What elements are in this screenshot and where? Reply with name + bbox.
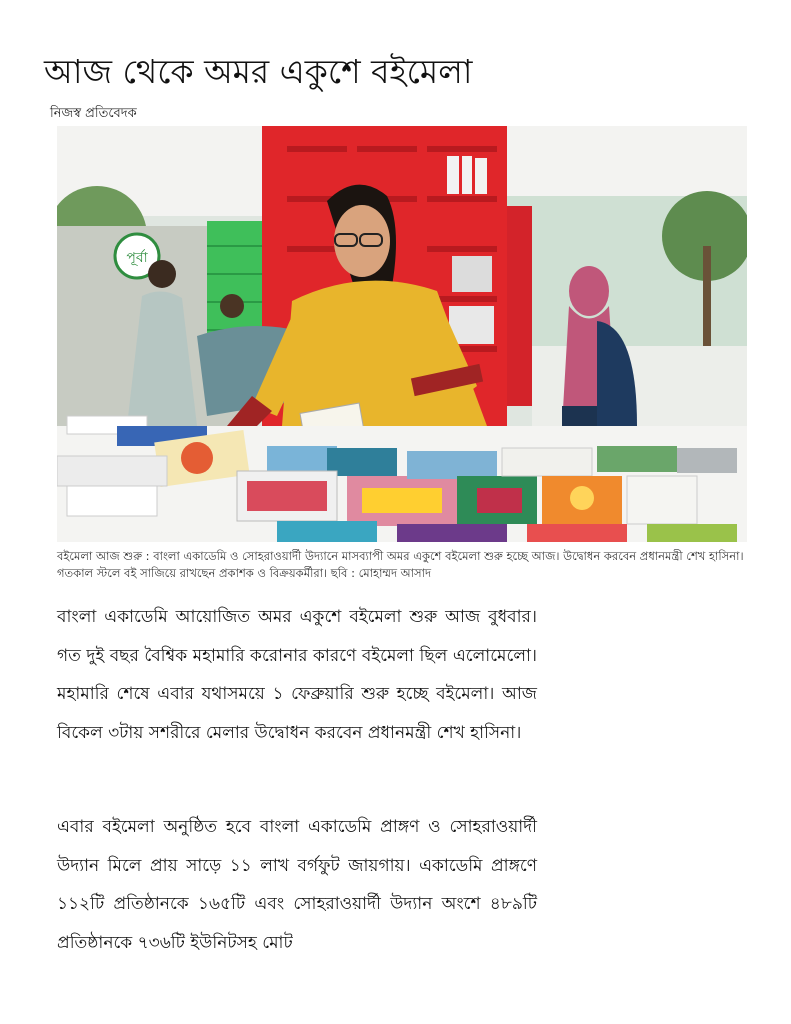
stall-sign: পূর্বা (126, 250, 148, 266)
photo-caption: বইমেলা আজ শুরু : বাংলা একাডেমি ও সোহরাওয়ার্দী উদ্যানে মাসব্যাপী অমর একুশে বইমেলা শুরু হচ্ছে আজ। উদ্বোধন করবেন প্রধানমন্ত্রী শেখ হাসিনা। গতকাল স্টলে বই সাজিয়ে রাখছেন প্রকাশক ও বিক্রয়কর্মীরা। ছবি : মোহাম্মদ আসাদ (57, 549, 744, 580)
article-paragraph-1: বাংলা একাডেমি আয়োজিত অমর একুশে বইমেলা শুরু আজ বুধবার। গত দুই বছর বৈশ্বিক মহামারি করোনার কারণে বইমেলা ছিল এলোমেলো। মহামারি শেষে এবার যথাসময়ে ১ ফেব্রুয়ারি শুরু হচ্ছে বইমেলা। আজ বিকেল ৩টায় সশরীরে মেলার উদ্বোধন করবেন প্রধানমন্ত্রী শেখ হাসিনা। (57, 607, 537, 743)
book-fair-photo-illustration (57, 126, 747, 542)
article-photo (57, 126, 747, 542)
byline: নিজস্ব প্রতিবেদক (50, 106, 137, 121)
headline: আজ থেকে অমর একুশে বইমেলা (44, 52, 473, 91)
article-paragraph-2: এবার বইমেলা অনুষ্ঠিত হবে বাংলা একাডেমি প্রাঙ্গণ ও সোহরাওয়ার্দী উদ্যান মিলে প্রায় সাড়ে ১১ লাখ বর্গফুট জায়গায়। একাডেমি প্রাঙ্গণে ১১২টি প্রতিষ্ঠানকে ১৬৫টি এবং সোহরাওয়ার্দী উদ্যান অংশে ৪৮৯টি প্রতিষ্ঠানকে ৭৩৬টি ইউনিটসহ মোট (57, 817, 537, 953)
